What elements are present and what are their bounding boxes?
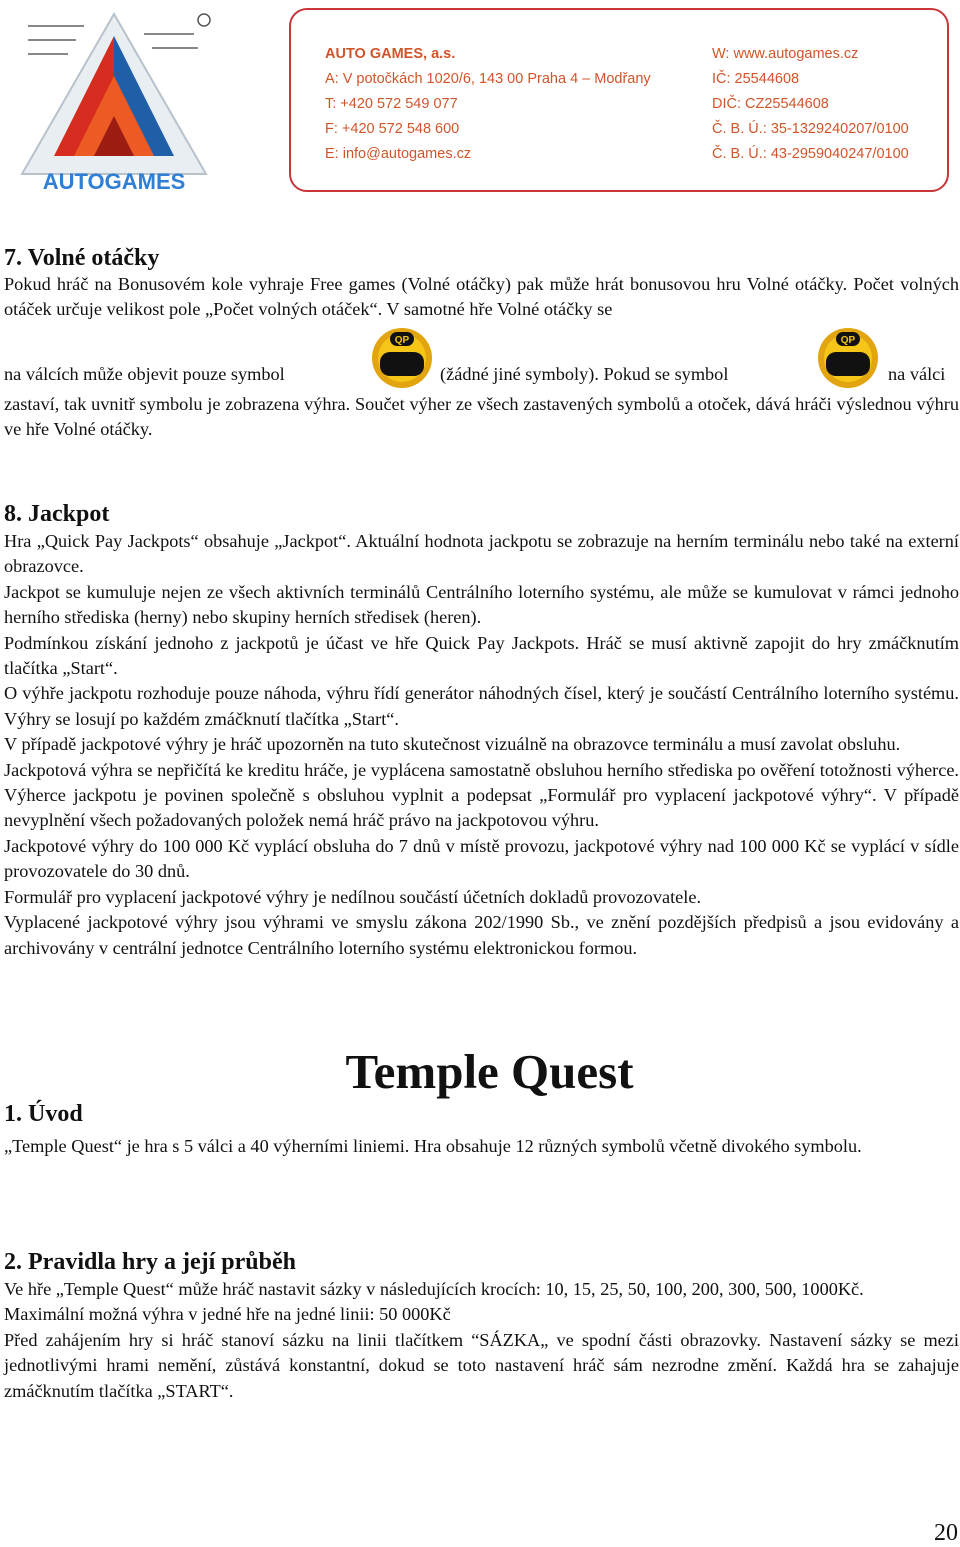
intro-heading: 1. Úvod	[4, 1101, 83, 1127]
rules-heading: 2. Pravidla hry a její průběh	[4, 1249, 296, 1275]
contact-right-column	[712, 42, 909, 167]
company-contact-card	[289, 8, 949, 192]
rules-paragraph: Před zahájením hry si hráč stanoví sázku na linii tlačítkem “SÁZKA„ ve spodní části obrazovky. Nastavení sázky se mezi jednotlivými hrami nemění, zůstává konstantní, dokud se toto nastavení hráč sám nezrodne změní. Každá hra se zahajuje zmáčknutím tlačítka „START“.	[4, 1329, 959, 1401]
company-dic: DIČ: CZ25544608	[712, 96, 829, 112]
jackpot-paragraph: V případě jackpotové výhry je hráč upozorněn na tuto skutečnost vizuálně na obrazovce terminálu a musí zavolat obsluhu.	[4, 734, 901, 755]
jackpot-paragraph: Podmínkou získání jednoho z jackpotů je účast ve hře Quick Pay Jackpots. Hráč se musí aktivně zapojit do hry zmáčknutím tlačítka „Start“.	[4, 632, 959, 679]
company-name: AUTO GAMES, a.s.	[325, 46, 456, 62]
page-number: 20	[934, 1520, 958, 1546]
jackpot-paragraph: Hra „Quick Pay Jackpots“ obsahuje „Jackpot“. Aktuální hodnota jackpotu se zobrazuje na herním terminálu nebo také na externí obrazovce.	[4, 531, 959, 577]
jackpot-paragraph: Jackpotová výhra se nepřičítá ke kreditu hráče, je vyplácena samostatně obsluhou herního střediska po ověření totožnosti výherce. Výherce jackpotu je povinen společně s obsluhou vyplnit a podepsat „Formulář pro vyplacení jackpotové výhry“. V případě nevyplnění všech požadovaných položek nemá hráč právo na jackpotovou výhru.	[4, 759, 959, 831]
svg-text:AUTOGAMES: AUTOGAMES	[42, 169, 186, 194]
symbol-text-a: na válcích může objevit pouze symbol	[4, 364, 285, 384]
section-7-paragraph-2: zastaví, tak uvnitř symbolu je zobrazena výhra. Součet výher ze všech zastavených symbolů a otoček, dává hráči výslednou výhru ve hře Volné otáčky.	[4, 394, 959, 440]
qp-symbol-icon-2	[816, 324, 880, 390]
section-8-body	[4, 529, 959, 961]
jackpot-paragraph: Jackpotové výhry do 100 000 Kč vyplácí obsluha do 7 dnů v místě provozu, jackpotové výhry nad 100 000 Kč se vyplácí v sídle provozovatele do 30 dnů.	[4, 835, 959, 882]
svg-text:QP: QP	[840, 335, 856, 346]
company-email: E: info@autogames.cz	[325, 146, 472, 162]
company-web: W: www.autogames.cz	[712, 46, 859, 62]
jackpot-paragraph: O výhře jackpotu rozhoduje pouze náhoda, výhru řídí generátor náhodných čísel, který je součástí Centrálního loterního systému. Výhry se losují po každém zmáčknutí tlačítka „Start“.	[4, 683, 959, 729]
section-7-paragraph-1: Pokud hráč na Bonusovém kole vyhraje Free games (Volné otáčky) pak může hrát bonusovou hru Volné otáčky. Počet volných otáček určuje velikost pole „Počet volných otáček“. V samotné hře Volné otáčky se	[4, 274, 959, 320]
section-7-heading: 7. Volné otáčky	[4, 245, 160, 271]
bank-account-1: Č. B. Ú.: 35-1329240207/0100	[712, 121, 909, 137]
symbol-line	[4, 324, 959, 394]
company-ico: IČ: 25544608	[712, 71, 800, 87]
intro-paragraph: „Temple Quest“ je hra s 5 válci a 40 výherními liniemi. Hra obsahuje 12 různých symbolů včetně divokého symbolu.	[4, 1136, 862, 1156]
jackpot-paragraph: Jackpot se kumuluje nejen ze všech aktivních terminálů Centrálního loterního systému, ale může se kumulovat v rámci jednoho herního střediska (herny) nebo skupiny herních středisek (heren).	[4, 581, 959, 628]
company-address: A: V potočkách 1020/6, 143 00 Praha 4 – Modřany	[325, 71, 651, 87]
svg-text:QP: QP	[394, 335, 410, 346]
rules-body	[4, 1277, 959, 1404]
rules-paragraph: Ve hře „Temple Quest“ může hráč nastavit sázky v následujících krocích: 10, 15, 25, 50, 100, 200, 300, 500, 1000Kč.	[4, 1279, 864, 1299]
qp-symbol-icon	[370, 324, 434, 390]
jackpot-paragraph: Formulář pro vyplacení jackpotové výhry je nedílnou součástí účetních dokladů provozovatele.	[4, 886, 702, 907]
jackpot-paragraph: Vyplacené jackpotové výhry jsou výhrami ve smyslu zákona 202/1990 Sb., ve znění pozdějších předpisů a jsou evidovány a archivovány v centrální jednotce Centrálního loterního systému elektronickou formou.	[4, 912, 959, 958]
symbol-text-b: (žádné jiné symboly). Pokud se symbol	[440, 364, 729, 384]
company-phone: T: +420 572 549 077	[325, 96, 458, 112]
company-fax: F: +420 572 548 600	[325, 121, 460, 137]
symbol-text-c: na válci	[888, 364, 946, 384]
rules-paragraph: Maximální možná výhra v jedné hře na jedné linii: 50 000Kč	[4, 1304, 451, 1325]
section-8-heading: 8. Jackpot	[4, 501, 110, 527]
autogames-logo	[14, 6, 214, 196]
game-title: Temple Quest	[345, 1044, 634, 1099]
bank-account-2: Č. B. Ú.: 43-2959040247/0100	[712, 146, 909, 162]
contact-left-column	[325, 42, 651, 167]
